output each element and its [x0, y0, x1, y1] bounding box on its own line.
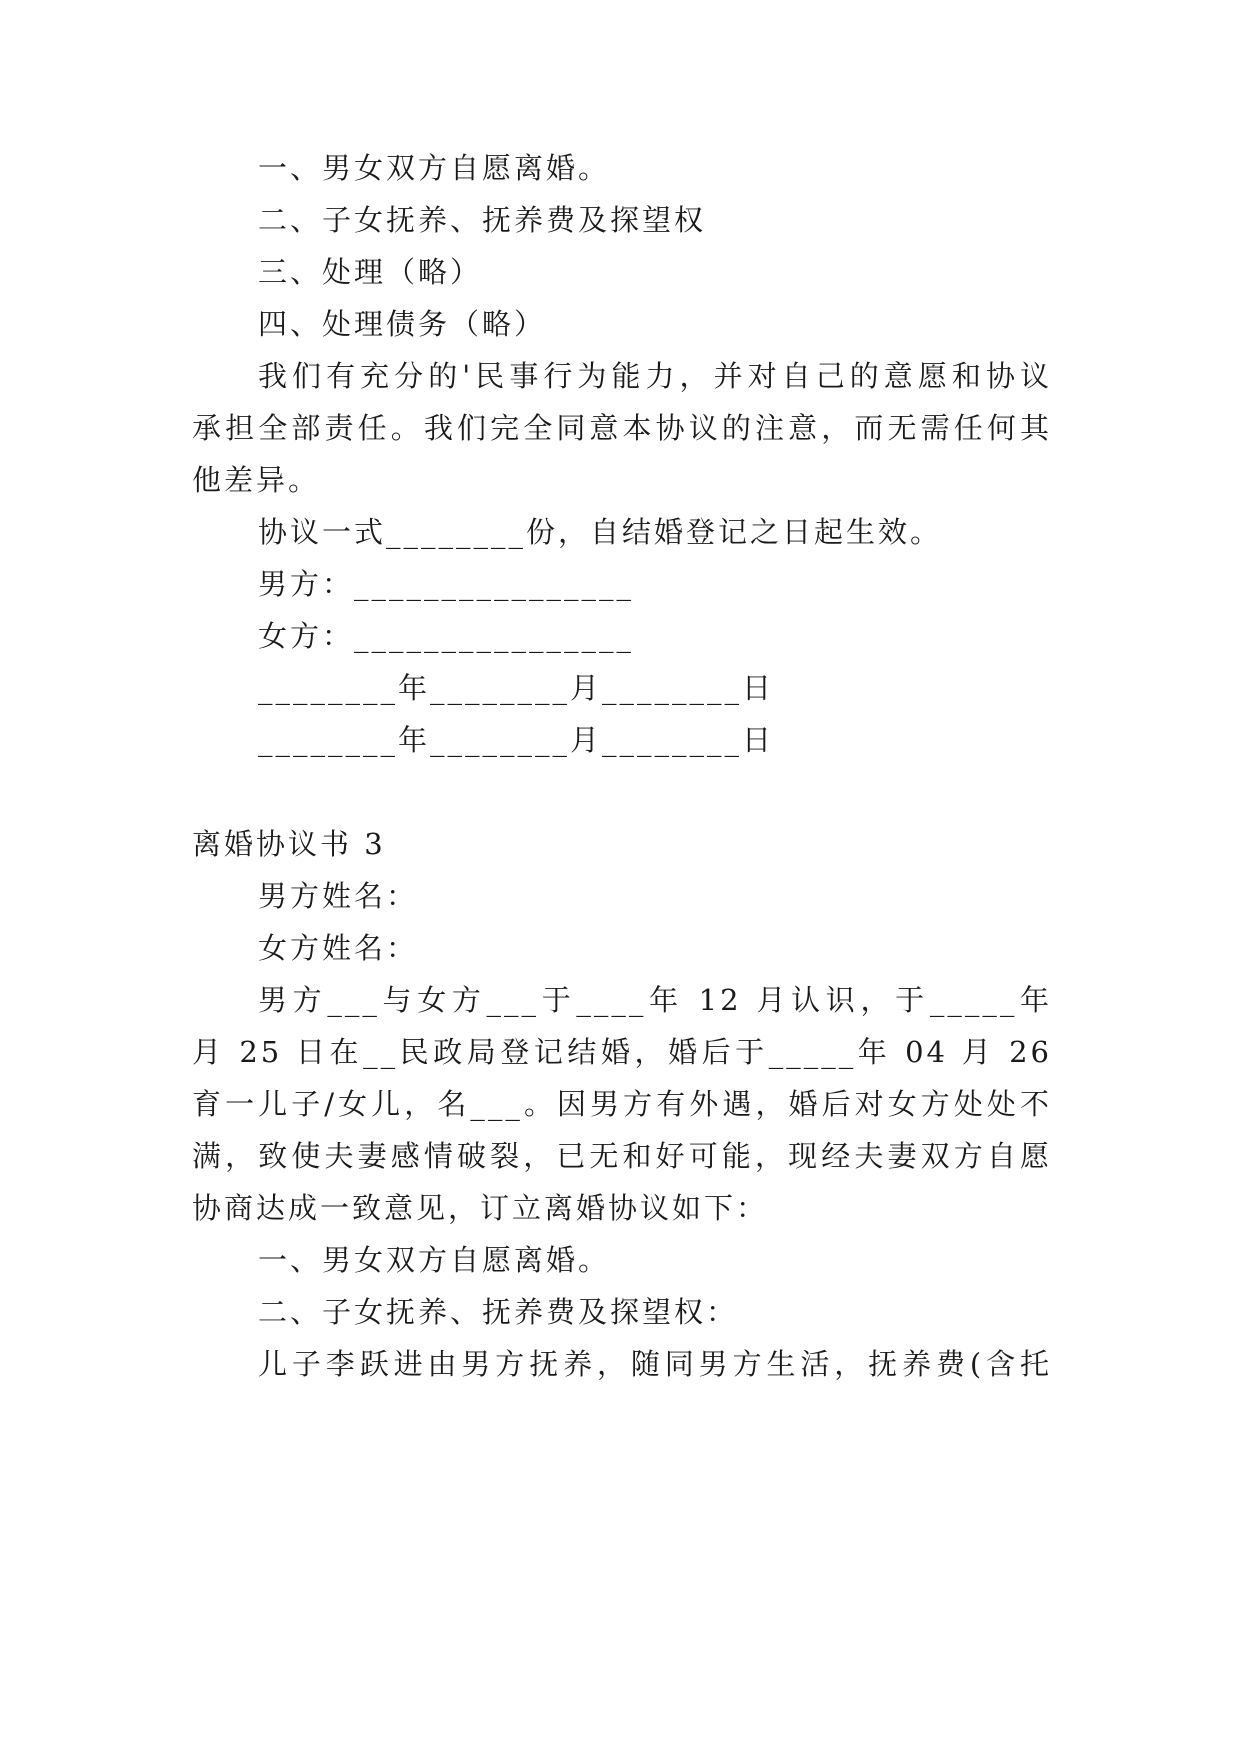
text-line: 他差异。 — [192, 463, 321, 497]
text-line: 儿子李跃进由男方抚养，随同男方生活，抚养费(含托 — [258, 1347, 1052, 1381]
text-line: 三、处理（略） — [258, 255, 483, 289]
text-line: 育一儿子/女儿，名___。因男方有外遇，婚后对女方处处不 — [192, 1087, 1052, 1121]
date-line: ________年________月________日 — [258, 671, 775, 705]
date-line: ________年________月________日 — [258, 723, 775, 757]
text-line: 我们有充分的'民事行为能力，并对自己的意愿和协议 — [258, 359, 1052, 393]
text-line: 协商达成一致意见，订立离婚协议如下： — [192, 1191, 769, 1225]
text-line: 二、子女抚养、抚养费及探望权： — [258, 1295, 739, 1329]
text-line: 一、男女双方自愿离婚。 — [258, 1243, 611, 1277]
text-line: 男方___与女方___于____年 12 月认识，于_____年 — [258, 983, 1052, 1017]
signature-line-male: 男方：________________ — [258, 567, 635, 601]
text-line: 四、处理债务（略） — [258, 307, 547, 341]
text-line: 承担全部责任。我们完全同意本协议的注意，而无需任何其 — [192, 411, 1052, 445]
text-line: 一、男女双方自愿离婚。 — [258, 151, 611, 185]
text-line: 月 25 日在__民政局登记结婚，婚后于_____年 04 月 26 — [192, 1035, 1052, 1069]
text-line: 二、子女抚养、抚养费及探望权 — [258, 203, 707, 237]
section-title: 离婚协议书 3 — [192, 827, 386, 861]
text-line: 满，致使夫妻感情破裂，已无和好可能，现经夫妻双方自愿 — [192, 1139, 1052, 1173]
text-line: 协议一式________份，自结婚登记之日起生效。 — [258, 515, 943, 549]
text-line: 女方姓名： — [258, 931, 419, 965]
text-line: 男方姓名： — [258, 879, 419, 913]
signature-line-female: 女方：________________ — [258, 619, 635, 653]
